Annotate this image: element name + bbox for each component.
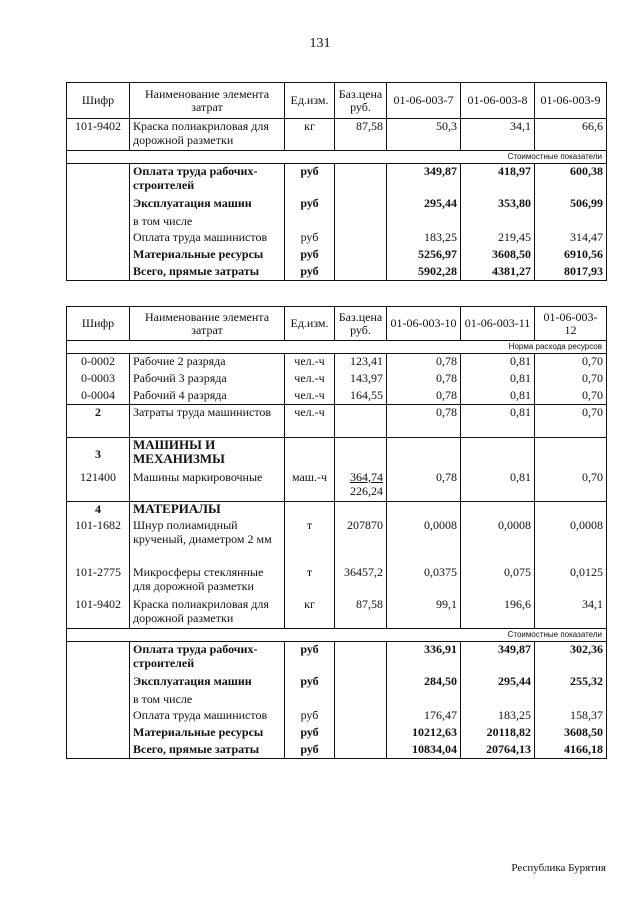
table-row: [67, 388, 607, 405]
row-v1: 0,0375: [387, 565, 461, 597]
row-v2: 34,1: [461, 119, 535, 151]
row-v3: 0,0008: [535, 518, 607, 565]
summary-v3: 600,38: [535, 164, 607, 196]
summary-row: [67, 692, 607, 708]
row-price: 164,55: [335, 388, 387, 405]
section-caption-row: [67, 629, 607, 642]
summary-v2: 183,25: [461, 708, 535, 725]
header-col3: 01-06-003-12: [535, 307, 607, 341]
page-number: 131: [309, 36, 331, 51]
summary-label: в том числе: [130, 692, 285, 708]
summary-v3: 6910,56: [535, 247, 607, 264]
row-v2: 0,81: [461, 470, 535, 502]
row-price: 207870: [335, 518, 387, 565]
row-v2: 0,0008: [461, 518, 535, 565]
row-unit: кг: [285, 119, 335, 151]
row-v3: 0,70: [535, 388, 607, 405]
row-v2: 0,81: [461, 405, 535, 438]
header-name: Наименование элемента затрат: [130, 83, 285, 119]
row-name: Краска полиакриловая для дорожной разметки: [130, 119, 285, 151]
row-v2: 0,81: [461, 371, 535, 388]
summary-v2: 353,80: [461, 196, 535, 214]
summary-unit: руб: [285, 196, 335, 214]
summary-v3: 302,36: [535, 642, 607, 674]
row-code: 101-9402: [67, 597, 130, 629]
row-v2: 0,81: [461, 354, 535, 371]
table-row: [67, 119, 607, 151]
summary-unit: руб: [285, 264, 335, 281]
summary-v3: 314,47: [535, 230, 607, 247]
summary-v3: 4166,18: [535, 742, 607, 759]
section-heading: МАТЕРИАЛЫ: [130, 502, 285, 518]
section-heading: МАШИНЫ И МЕХАНИЗМЫ: [130, 438, 285, 470]
summary-label: Материальные ресурсы: [130, 725, 285, 742]
row-v1: 50,3: [387, 119, 461, 151]
summary-row: [67, 642, 607, 674]
summary-v1: 183,25: [387, 230, 461, 247]
estimate-table-1: [66, 82, 607, 281]
row-code: 2: [67, 405, 130, 438]
summary-unit: руб: [285, 642, 335, 674]
summary-v2: 4381,27: [461, 264, 535, 281]
row-price: 143,97: [335, 371, 387, 388]
summary-row: [67, 674, 607, 692]
table-header-row: [67, 83, 607, 119]
header-name: Наименование элемента затрат: [130, 307, 285, 341]
section-heading-row: [67, 438, 607, 470]
summary-v1: 10834,04: [387, 742, 461, 759]
header-col1: 01-06-003-7: [387, 83, 461, 119]
summary-v2: 295,44: [461, 674, 535, 692]
section-heading-row: [67, 502, 607, 518]
row-unit: чел.-ч: [285, 405, 335, 438]
row-name: Затраты труда машинистов: [130, 405, 285, 438]
section-caption: Стоимостные показатели: [67, 629, 607, 642]
row-code: 101-1682: [67, 518, 130, 565]
header-price: Баз.цена руб.: [335, 307, 387, 341]
header-unit: Ед.изм.: [285, 307, 335, 341]
summary-v1: 5256,97: [387, 247, 461, 264]
row-v1: 0,78: [387, 388, 461, 405]
row-v3: 0,70: [535, 405, 607, 438]
summary-label: Всего, прямые затраты: [130, 264, 285, 281]
section-caption-row: [67, 151, 607, 164]
summary-v3: 3608,50: [535, 725, 607, 742]
row-price: 87,58: [335, 119, 387, 151]
summary-unit: руб: [285, 708, 335, 725]
row-price: 87,58: [335, 597, 387, 629]
row-name: Машины маркировочные: [130, 470, 285, 502]
header-code: Шифр: [67, 83, 130, 119]
summary-v3: 158,37: [535, 708, 607, 725]
summary-label: Оплата труда машинистов: [130, 230, 285, 247]
row-name: Рабочий 3 разряда: [130, 371, 285, 388]
summary-row: [67, 708, 607, 725]
summary-v3: 506,99: [535, 196, 607, 214]
row-v1: 99,1: [387, 597, 461, 629]
price-new: 226,24: [350, 483, 383, 498]
row-code: 0-0003: [67, 371, 130, 388]
summary-row: [67, 247, 607, 264]
row-code: 101-2775: [67, 565, 130, 597]
table-row: [67, 371, 607, 388]
summary-row: [67, 264, 607, 281]
row-v1: 0,78: [387, 405, 461, 438]
row-name: Краска полиакриловая для дорожной разметки: [130, 597, 285, 629]
summary-row: [67, 742, 607, 759]
summary-unit: руб: [285, 230, 335, 247]
summary-row: [67, 725, 607, 742]
summary-v3: 255,32: [535, 674, 607, 692]
summary-row: [67, 164, 607, 196]
summary-v2: 20118,82: [461, 725, 535, 742]
row-v1: 0,78: [387, 354, 461, 371]
row-code: 0-0004: [67, 388, 130, 405]
section-caption: Стоимостные показатели: [67, 151, 607, 164]
summary-v2: 20764,13: [461, 742, 535, 759]
summary-unit: руб: [285, 725, 335, 742]
row-v3: 0,0125: [535, 565, 607, 597]
summary-label: Материальные ресурсы: [130, 247, 285, 264]
row-unit: кг: [285, 597, 335, 629]
section-code: 3: [67, 438, 130, 470]
row-v3: 0,70: [535, 371, 607, 388]
summary-unit: руб: [285, 674, 335, 692]
norm-caption: Норма расхода ресурсов: [67, 341, 607, 354]
table-row: [67, 518, 607, 565]
summary-label: Всего, прямые затраты: [130, 742, 285, 759]
price-old: 364,74: [350, 469, 383, 484]
summary-label: Оплата труда машинистов: [130, 708, 285, 725]
summary-label: Эксплуатация машин: [130, 674, 285, 692]
summary-label: Оплата труда рабочих-строителей: [130, 642, 285, 674]
row-unit: маш.-ч: [285, 470, 335, 502]
row-code: 0-0002: [67, 354, 130, 371]
table-row: [67, 470, 607, 502]
row-v3: 34,1: [535, 597, 607, 629]
row-code: 101-9402: [67, 119, 130, 151]
summary-v3: 8017,93: [535, 264, 607, 281]
summary-v2: 418,97: [461, 164, 535, 196]
header-col2: 01-06-003-11: [461, 307, 535, 341]
table-row: [67, 565, 607, 597]
summary-v2: 3608,50: [461, 247, 535, 264]
summary-v2: 219,45: [461, 230, 535, 247]
header-col2: 01-06-003-8: [461, 83, 535, 119]
row-name: Рабочий 4 разряда: [130, 388, 285, 405]
summary-row: [67, 214, 607, 230]
summary-label: в том числе: [130, 214, 285, 230]
summary-v1: 336,91: [387, 642, 461, 674]
row-unit: т: [285, 565, 335, 597]
summary-row: [67, 230, 607, 247]
summary-v1: 295,44: [387, 196, 461, 214]
row-v3: 0,70: [535, 354, 607, 371]
header-col1: 01-06-003-10: [387, 307, 461, 341]
summary-v1: 176,47: [387, 708, 461, 725]
row-v1: 0,78: [387, 371, 461, 388]
summary-row: [67, 196, 607, 214]
summary-v2: 349,87: [461, 642, 535, 674]
summary-v1: 5902,28: [387, 264, 461, 281]
row-unit: чел.-ч: [285, 388, 335, 405]
row-v1: 0,0008: [387, 518, 461, 565]
row-code: 121400: [67, 470, 130, 502]
row-v2: 0,81: [461, 388, 535, 405]
row-name: Шнур полиамидный крученый, диаметром 2 мм: [130, 518, 285, 565]
estimate-table-2: [66, 306, 607, 759]
header-price: Баз.цена руб.: [335, 83, 387, 119]
row-v3: 66,6: [535, 119, 607, 151]
section-code: 4: [67, 502, 130, 518]
summary-label: Оплата труда рабочих-строителей: [130, 164, 285, 196]
row-name: Микросферы стеклянные для дорожной разметки: [130, 565, 285, 597]
row-price: 36457,2: [335, 565, 387, 597]
row-v2: 0,075: [461, 565, 535, 597]
norm-caption-row: [67, 341, 607, 354]
table-row: [67, 597, 607, 629]
summary-v1: 349,87: [387, 164, 461, 196]
row-unit: чел.-ч: [285, 371, 335, 388]
row-unit: чел.-ч: [285, 354, 335, 371]
row-name: Рабочие 2 разряда: [130, 354, 285, 371]
row-v1: 0,78: [387, 470, 461, 502]
summary-unit: руб: [285, 247, 335, 264]
row-v3: 0,70: [535, 470, 607, 502]
row-price: [335, 470, 387, 502]
header-unit: Ед.изм.: [285, 83, 335, 119]
row-price: 123,41: [335, 354, 387, 371]
footer-region: Республика Бурятия: [511, 862, 606, 874]
row-v2: 196,6: [461, 597, 535, 629]
row-unit: т: [285, 518, 335, 565]
table-header-row: [67, 307, 607, 341]
summary-unit: руб: [285, 742, 335, 759]
header-code: Шифр: [67, 307, 130, 341]
summary-unit: руб: [285, 164, 335, 196]
table-row: [67, 405, 607, 438]
summary-v1: 284,50: [387, 674, 461, 692]
summary-v1: 10212,63: [387, 725, 461, 742]
header-col3: 01-06-003-9: [535, 83, 607, 119]
table-row: [67, 354, 607, 371]
summary-label: Эксплуатация машин: [130, 196, 285, 214]
